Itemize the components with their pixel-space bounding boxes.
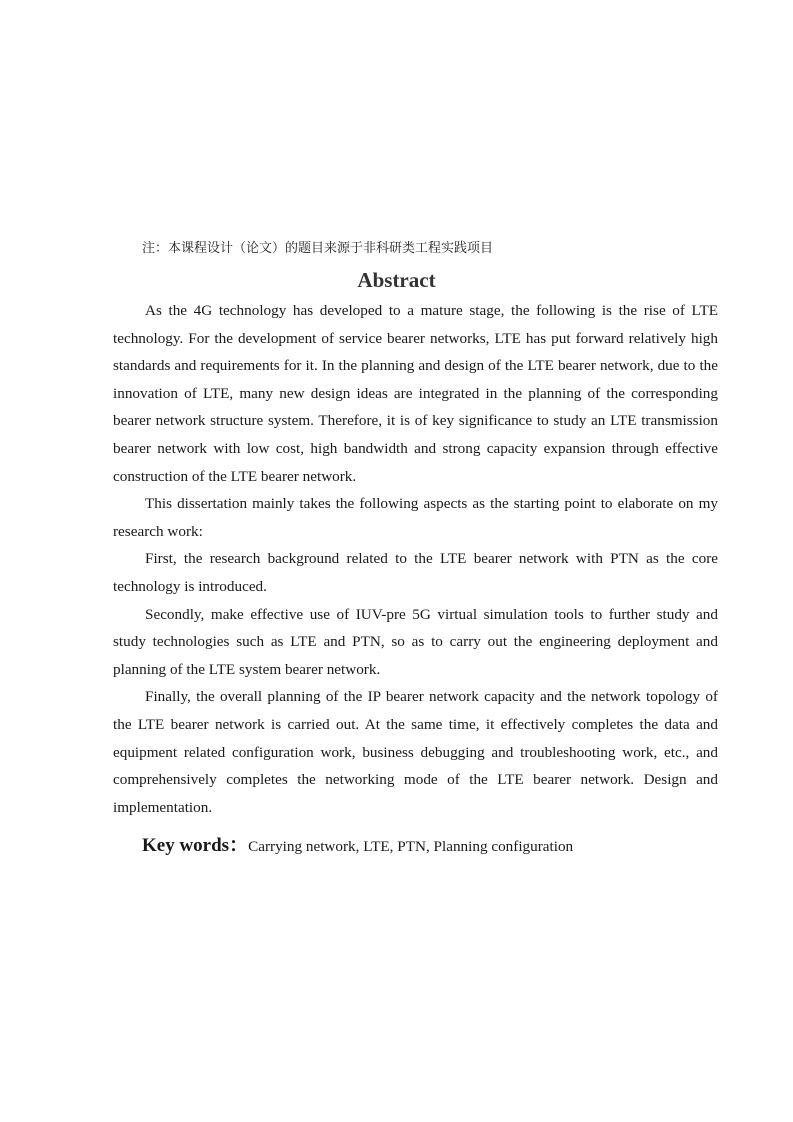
- abstract-paragraph: This dissertation mainly takes the following aspects as the starting point to elaborate on my research work:: [113, 495, 718, 540]
- abstract-body: [113, 297, 718, 821]
- abstract-paragraph: First, the research background related to the LTE bearer network with PTN as the core technology is introduced.: [113, 550, 718, 595]
- abstract-title: Abstract: [357, 268, 436, 292]
- abstract-paragraph: As the 4G technology has developed to a mature stage, the following is the rise of LTE technology. For the development of service bearer networks, LTE has put forward relatively high standards and requirements for it. In the planning and design of the LTE bearer network, due to the innovation of LTE, many new design ideas are integrated in the planning of the corresponding bearer network structure system. Therefore, it is of key significance to study an LTE transmission bearer network with low cost, high bandwidth and strong capacity expansion through effective construction of the LTE bearer network.: [113, 302, 718, 485]
- keywords-line: [142, 832, 573, 861]
- keywords-value: Carrying network, LTE, PTN, Planning configuration: [248, 838, 574, 855]
- source-note: 注：本课程设计（论文）的题目来源于非科研类工程实践项目: [142, 241, 494, 256]
- keywords-label: Key words：: [142, 835, 249, 856]
- abstract-paragraph: Finally, the overall planning of the IP bearer network capacity and the network topology of the LTE bearer network is carried out. At the same time, it effectively completes the data and equipment related configuration work, business debugging and troubleshooting work, etc., and comprehensively completes the networking mode of the LTE bearer network. Design and implementation.: [113, 688, 718, 816]
- abstract-paragraph: Secondly, make effective use of IUV-pre 5G virtual simulation tools to further study and study technologies such as LTE and PTN, so as to carry out the engineering deployment and planning of the LTE system bearer network.: [113, 605, 718, 678]
